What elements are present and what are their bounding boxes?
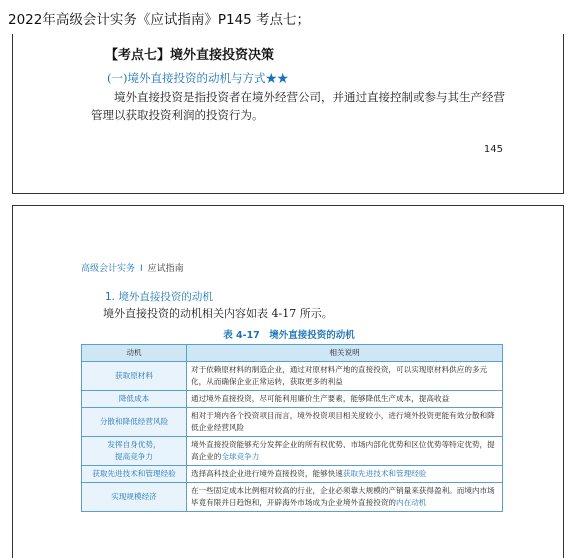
- motive-cell: [82, 437, 187, 466]
- desc-text: 境外直接投资能够充分发挥企业的所有权优势、市场内部化优势和区位优势等特定优势，提高企业的: [191, 440, 495, 461]
- section-title: 【考点七】境外直接投资决策: [105, 48, 275, 63]
- table-header-row: [82, 345, 503, 362]
- running-head-guide: 应试指南: [147, 264, 184, 274]
- motive-cell: 降低成本: [82, 391, 187, 408]
- motive-heading: 1. 境外直接投资的动机: [105, 291, 213, 303]
- desc-cell: 通过境外直接投资，尽可能利用廉价生产要素，能够降低生产成本，提高收益: [187, 391, 503, 408]
- desc-cell: [187, 466, 503, 483]
- definition-paragraph: 境外直接投资是指投资者在境外经营公司，并通过直接控制或参与其生产经营管理以获取投资利润的投资行为。: [91, 90, 505, 122]
- motive-line-2: 提高竞争力: [115, 452, 153, 461]
- motive-cell: 实现规模经济: [82, 483, 187, 512]
- motive-table: [81, 344, 503, 512]
- motive-cell: 分散和降低经营风险: [82, 408, 187, 437]
- motive-cell: 获取先进技术和管理经验: [82, 466, 187, 483]
- table-caption: 表 4-17 境外直接投资的动机: [223, 330, 355, 341]
- desc-highlight: 全球竞争力: [221, 452, 260, 461]
- running-head: [81, 261, 184, 274]
- desc-text: 选择高科技企业进行境外直接投资，能够快速: [191, 469, 343, 478]
- table-header-desc: 相关说明: [187, 345, 503, 362]
- table-header-motive: 动机: [82, 345, 187, 362]
- desc-cell: 对于依赖原材料的制造企业，通过对原材料产地的直接投资，可以实现原材料供应的多元化，从而确保企业正常运转，获取更多的利益: [187, 362, 503, 391]
- desc-cell: [187, 437, 503, 466]
- table-row: [82, 362, 503, 391]
- page-excerpt-top: [12, 34, 564, 194]
- table-row: [82, 466, 503, 483]
- running-head-separator: I: [140, 264, 143, 274]
- table-row: [82, 408, 503, 437]
- desc-highlight: 内在动机: [396, 498, 427, 507]
- desc-text: 在一些固定成本比例相对较高的行业，企业必须靠大规模的产销量来获得盈利。而境内市场毕竟有限并日趋饱和，开辟海外市场成为企业境外直接投资的: [191, 486, 495, 507]
- motive-line-1: 发挥自身优势，: [107, 440, 161, 449]
- desc-cell: [187, 483, 503, 512]
- motive-cell: 获取原材料: [82, 362, 187, 391]
- intro-paragraph: 境外直接投资的动机相关内容如表 4-17 所示。: [103, 307, 333, 320]
- subsection-title: (一)境外直接投资的动机与方式★★: [107, 71, 289, 85]
- table-row: [82, 391, 503, 408]
- running-head-book: 高级会计实务: [81, 264, 136, 274]
- desc-highlight: 获取先进技术和管理经验: [342, 469, 427, 478]
- page-excerpt-bottom: [12, 205, 564, 558]
- table-row: [82, 483, 503, 512]
- table-row: [82, 437, 503, 466]
- header-note: 2022年高级会计实务《应试指南》P145 考点七；: [8, 12, 311, 28]
- desc-cell: 相对于境内各个投资项目而言，境外投资项目相关度较小，进行境外投资更能有效分散和降低企业经营风险: [187, 408, 503, 437]
- page-number: 145: [483, 144, 503, 155]
